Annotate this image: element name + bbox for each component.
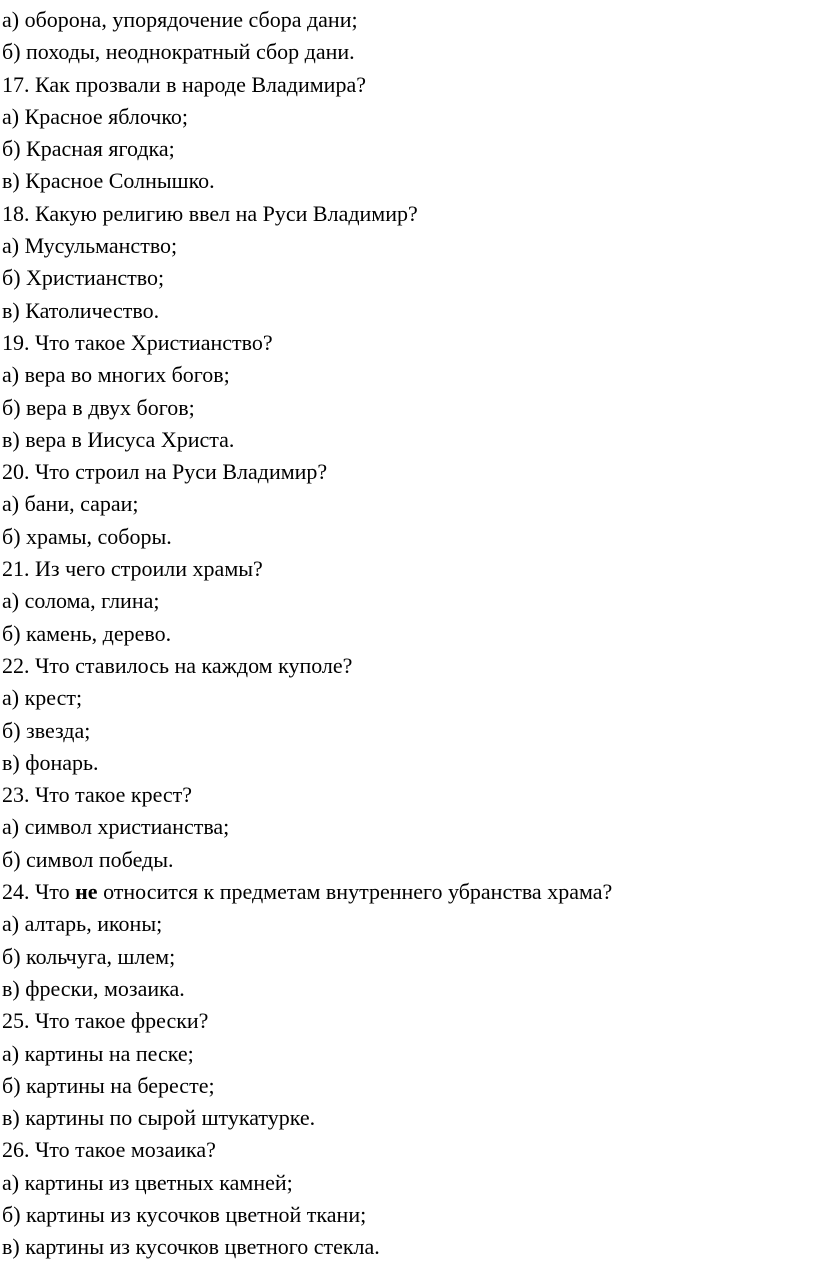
answer-line: б) звезда; (2, 717, 91, 743)
question-19: 19. Что такое Христианство? (2, 329, 273, 355)
answer-line: б) символ победы. (2, 846, 174, 872)
answer-line: а) оборона, упорядочение сбора дани; (2, 7, 358, 32)
question-21: 21. Из чего строили храмы? (2, 556, 263, 582)
answer-line: б) походы, неоднократный сбор дани. (2, 39, 355, 65)
answer-line: а) бани, сараи; (2, 491, 139, 517)
answer-line: а) картины на песке; (2, 1040, 194, 1066)
answer-line: в) Католичество. (2, 297, 160, 323)
answer-line: б) храмы, соборы. (2, 523, 172, 549)
question-22: 22. Что ставилось на каждом куполе? (2, 652, 353, 678)
question-18: 18. Какую религию ввел на Руси Владимир? (2, 200, 418, 226)
question-26: 26. Что такое мозаика? (2, 1137, 216, 1163)
question-24-emphasis: не (75, 879, 98, 905)
answer-line: а) символ христианства; (2, 814, 230, 840)
question-23: 23. Что такое крест? (2, 782, 193, 808)
answer-line: б) вера в двух богов; (2, 394, 195, 420)
question-24-suffix: относится к предметам внутреннего убранства храма? (97, 879, 613, 905)
answer-line: в) картины по сырой штукатурке. (2, 1105, 316, 1131)
answer-line: в) фонарь. (2, 749, 99, 775)
answer-line: а) крест; (2, 685, 83, 711)
answer-line: б) Красная ягодка; (2, 136, 175, 162)
question-17: 17. Как прозвали в народе Владимира? (2, 71, 366, 97)
answer-line: а) солома, глина; (2, 588, 160, 614)
answer-line: а) алтарь, иконы; (2, 911, 163, 937)
question-24 (2, 876, 816, 908)
answer-line: б) картины на бересте; (2, 1072, 215, 1098)
answer-line: а) Мусульманство; (2, 233, 178, 259)
question-25: 25. Что такое фрески? (2, 1008, 209, 1034)
question-24-prefix: 24. Что (2, 879, 76, 905)
answer-line: в) вера в Иисуса Христа. (2, 426, 235, 452)
answer-line: б) камень, дерево. (2, 620, 172, 646)
answer-line: в) Красное Солнышко. (2, 168, 215, 194)
answer-line: б) кольчуга, шлем; (2, 943, 176, 969)
answer-line: а) вера во многих богов; (2, 362, 230, 388)
answer-line: а) Красное яблочко; (2, 103, 189, 129)
answer-line: в) фрески, мозаика. (2, 975, 185, 1001)
question-20: 20. Что строил на Руси Владимир? (2, 459, 328, 485)
answer-line: в) картины из кусочков цветного стекла. (2, 1234, 380, 1260)
answer-line: а) картины из цветных камней; (2, 1169, 293, 1195)
answer-line: б) картины из кусочков цветной ткани; (2, 1201, 367, 1227)
answer-line: б) Христианство; (2, 265, 165, 291)
